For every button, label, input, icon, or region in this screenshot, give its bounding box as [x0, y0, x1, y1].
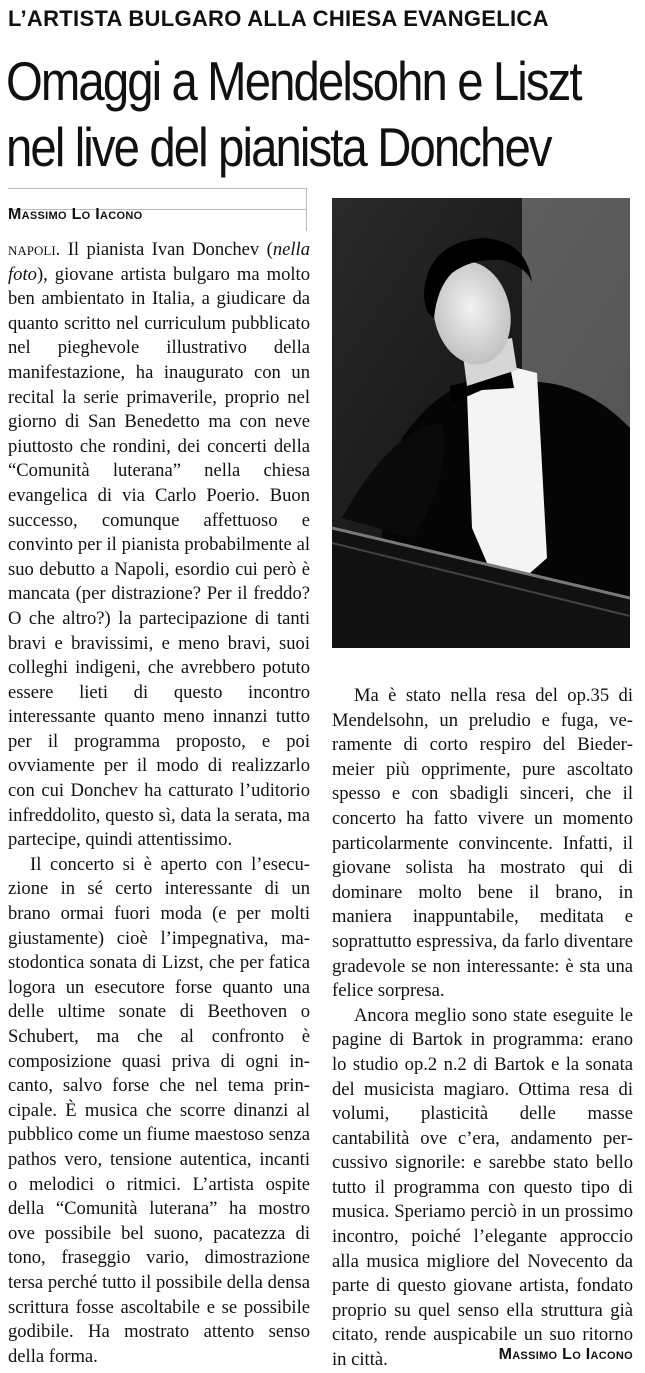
- paragraph-3: Ma è stato nella resa del op.35 di Mendelsohn, un preludio e fuga, veramente di corto respiro del Biedermeier più opprimente, pure ascoltato spesso e con sbadigli sinceri, che il concerto ha fatto vivere un momento particolarmente convincente. Infatti, il giovane solista ha mostrato qui di dominare molto bene il brano, in maniera inappuntabile, meditata e soprattutto espressiva, da farlo diventare gradevole se non interessante: è sta una felice sorpresa.: [332, 685, 634, 1002]
- article-kicker: L’ARTISTA BULGARO ALLA CHIESA EVANGELICA: [8, 6, 549, 31]
- article-column-left: [8, 238, 310, 1367]
- article-headline: [6, 48, 581, 180]
- headline-line-2: nel live del pianista Donchev: [6, 116, 551, 178]
- photo-reference: nella foto: [8, 239, 310, 285]
- article-signature: Massimo Lo Iacono: [498, 1346, 633, 1363]
- paragraph-1-text-a: Il pianista Ivan Donchev (: [60, 239, 273, 260]
- article-byline: Massimo Lo Iacono: [8, 206, 143, 223]
- pianist-photo-image: [332, 198, 630, 648]
- dateline: napoli.: [8, 239, 61, 260]
- paragraph-2: Il concerto si è aperto con l’esecuzione in sé certo interessante di un brano ormai fuori moda (e per molti giustamente) cioè l’impegnativa, mastodontica sonata di Lizst, che per fatica logora un esecutore forse quanto una delle ultime sonate di Beethoven o Schubert, ma che al confronto è composizione quasi priva di ogni incanto, salvo forse che nel tema principale. È musica che scorre dinanzi al pubblico come un fiume maestoso senza pathos vero, tensione autentica, incanti o melodici o ritmici. L’artista ospite della “Comunità luterana” ha mostro ove possibile bel suono, pacatezza di tono, fraseggio vario, dimostrazione tersa perché tutto il possibile della densa scrittura fosse ascoltabile e se possibile godibile. Ha mostrato attento senso della forma.: [8, 853, 310, 1367]
- pianist-photo: [332, 198, 630, 648]
- paragraph-1-text-b: ), giovane artista bulgaro ma molto ben ambientato in Italia, a giudicare da quanto scritto nel curriculum pubblicato nel pieghevole illustrativo della manifestazione, ha inaugurato con un recital la serie primaverile, proprio nel giorno di San Benedetto ma con neve piuttosto che rondini, dei concerti della “Comunità luterana” nella chiesa evangelica di via Carlo Poerio. Buon successo, comunque affettuoso e convinto per il pianista probabilmente al suo debutto a Napoli, esordio cui però è mancata (per distrazione? Per il freddo? O che altro?) la partecipazione di tanti bravi e bravissimi, e meno bravi, suoi colleghi indigeni, che avrebbero potuto essere lieti di questo incontro interessante quanto meno innanzi tutto per il programma proposto, e poi ovviamente per il modo di realizzarlo con cui Donchev ha catturato l’uditorio infreddolito, questo sì, data la serata, ma partecipe, quindi attentissimo.: [8, 263, 310, 851]
- headline-line-1: Omaggi a Mendelsohn e Liszt: [6, 50, 581, 112]
- paragraph-4: Ancora meglio sono state eseguite le pagine di Bartok in programma: erano lo studio op.2 n.2 di Bartok e la sonata del musicista magiaro. Ottima resa di volumi, plasticità delle masse cantabilità ove c’era, andamento percussivo signorile: e sarebbe stato bello tutto il programma con questo tipo di musica. Speriamo perciò in un prossimo incontro, poiché l’elegante approccio alla musica migliore del Novecento da parte di questo giovane artista, fondato proprio su quel senso ella struttura già citato, rende auspicabile un suo ritorno in città.: [332, 1004, 633, 1371]
- paragraph-1: [8, 238, 310, 853]
